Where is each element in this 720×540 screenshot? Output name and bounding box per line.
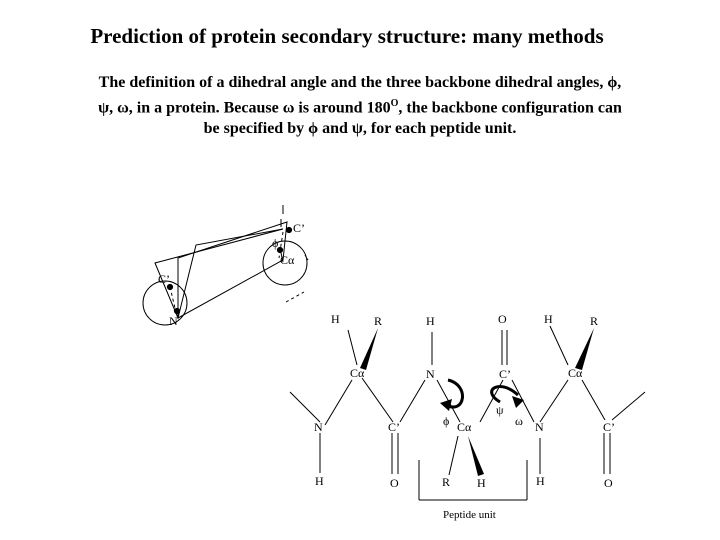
bottom-label-5: H: [536, 474, 545, 488]
top-label-2: R: [374, 314, 383, 328]
atom-n-left: N: [314, 420, 323, 434]
peptide-unit-caption: Peptide unit: [443, 509, 496, 521]
atom-c-prime-right: C’: [603, 420, 615, 434]
label-c-prime-top: C’: [293, 221, 305, 235]
atom-n-mid: N: [426, 367, 435, 381]
description-line-2-text: ψ, ω, in a protein. Because ω is around 180: [98, 99, 391, 117]
wedge-h-center: [468, 436, 484, 476]
bottom-label-4: H: [477, 476, 486, 490]
rotation-arrows: [446, 380, 518, 407]
bottom-label-1: H: [315, 474, 324, 488]
top-label-3: H: [426, 314, 435, 328]
page-title: Prediction of protein secondary structure: many methods: [90, 24, 604, 48]
atom-dot-n: [174, 308, 179, 313]
description-line-1: The definition of a dihedral angle and the three backbone dihedral angles, ϕ,: [98, 74, 622, 91]
label-n-dihedral: N: [169, 314, 178, 328]
atom-c-prime-left: C’: [388, 420, 400, 434]
bottom-label-6: O: [604, 476, 613, 490]
angle-phi: ϕ: [443, 414, 450, 428]
degree-superscript: O: [390, 98, 399, 109]
top-label-5: H: [544, 312, 553, 326]
angle-omega: ω: [515, 414, 523, 428]
bottom-label-2: O: [390, 476, 399, 490]
label-phi-dihedral: ϕ: [272, 236, 279, 250]
atom-dot-top: [286, 227, 291, 232]
wedge-bonds: [360, 328, 594, 476]
atom-c-alpha-left: Cα: [350, 366, 365, 380]
top-label-4: O: [498, 312, 507, 326]
atom-c-alpha-right: Cα: [568, 366, 583, 380]
peptide-unit-bracket: [419, 460, 527, 500]
wedge-r-right: [575, 328, 594, 370]
label-c-prime-left: C’: [158, 272, 170, 286]
atom-c-prime-mid: C’: [499, 367, 511, 381]
backbone-bonds: [290, 326, 645, 475]
axis-dash-right: [286, 292, 304, 302]
right-plane: [178, 222, 287, 318]
description-line-3: be specified by ϕ and ψ, for each peptide unit.: [203, 120, 517, 138]
top-label-6: R: [590, 314, 599, 328]
atom-n-right: N: [535, 420, 544, 434]
description-line-2-end: , the backbone configuration can: [398, 99, 622, 117]
atom-c-alpha-center: Cα: [457, 420, 472, 434]
top-label-1: H: [331, 312, 340, 326]
angle-psi: ψ: [496, 403, 504, 417]
bottom-label-3: R: [442, 475, 451, 489]
wedge-r-left: [360, 328, 378, 370]
label-c-alpha-dihedral: Cα: [280, 253, 295, 267]
